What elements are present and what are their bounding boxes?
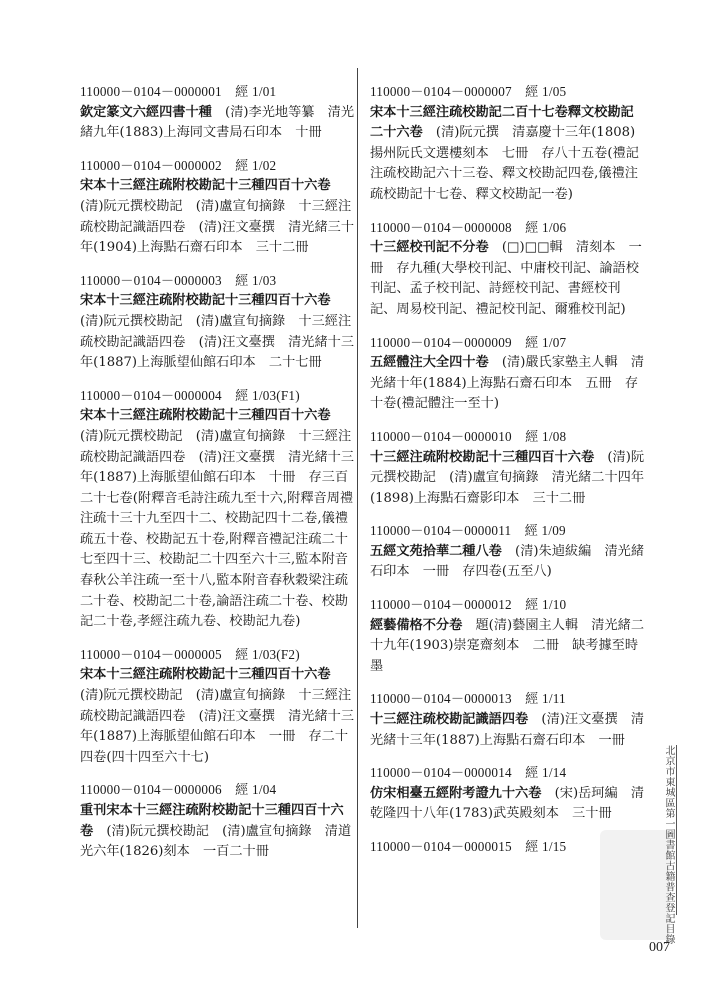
entry-text: (清)阮元撰校勘記 (清)盧宣旬摘錄 清道光六年(1826)刻本 一百二十冊 (80, 823, 352, 860)
entry-text: (清)朱逌紱編 清光緒石印本 一冊 存四卷(五至八) (370, 543, 645, 580)
entry-title: 宋本十三經注疏附校勘記十三種四百十六卷 (80, 178, 331, 194)
entry-title: 仿宋相臺五經附考證九十六卷 (370, 785, 542, 801)
entry-description (80, 406, 356, 633)
entry-description (370, 710, 646, 751)
entry-title: 十三經校刊記不分卷 (370, 240, 489, 256)
catalog-entry (370, 427, 646, 509)
catalog-entry (370, 521, 646, 583)
entry-description (80, 103, 356, 144)
entry-title: 五經文苑拾華二種八卷 (370, 543, 502, 559)
entry-description (370, 784, 646, 825)
entry-text: (清)李光地等纂 清光緒九年(1883)上海同文書局石印本 十冊 (80, 104, 355, 141)
entry-id: 110000－0104－0000006 經 1/04 (80, 782, 277, 798)
side-rule (676, 745, 677, 915)
catalog-entry (80, 156, 356, 259)
entry-title: 宋本十三經注疏附校勘記十三種四百十六卷 (80, 667, 331, 683)
entry-title: 十三經注疏校勘記識語四卷 (370, 712, 529, 728)
column-left (80, 82, 356, 875)
entry-description (370, 616, 646, 678)
entry-title: 重刊宋本十三經注疏附校勘記十三種四百十六卷 (80, 803, 344, 839)
entry-id: 110000－0104－0000001 經 1/01 (80, 84, 277, 99)
entry-title: 欽定篆文六經四書十種 (80, 104, 212, 120)
entry-id: 110000－0104－0000013 經 1/11 (370, 691, 566, 707)
entry-description (370, 238, 646, 320)
entry-id: 110000－0104－0000011 經 1/09 (370, 523, 566, 539)
catalog-entry (370, 218, 646, 321)
entry-id: 110000－0104－0000003 經 1/03 (80, 272, 277, 288)
entry-text: (清)阮元撰校勘記 (清)盧宣旬摘錄 十三經注疏校勘記識語四卷 (清)汪文臺撰 清光緒十三年(1887)上海脈望仙館石印本 二十七冊 (80, 293, 355, 371)
entry-id: 110000－0104－0000007 經 1/05 (370, 84, 567, 99)
entry-description (370, 103, 646, 206)
entry-text: (清)嚴氏家塾主人輯 清光緒十年(1884)上海點石齋石印本 五冊 存十卷(禮記體注一至十) (370, 355, 645, 412)
catalog-entry (80, 271, 356, 374)
catalog-entry (80, 645, 356, 769)
entry-text: (清)汪文臺撰 清光緒十三年(1887)上海點石齋石印本 一冊 (370, 712, 645, 748)
entry-id: 110000－0104－0000010 經 1/08 (370, 428, 567, 444)
entry-description (370, 353, 646, 415)
catalog-entry (370, 763, 646, 825)
entry-text: (清)阮元撰校勘記 (清)盧宣旬摘錄 十三經注疏校勘記識語四卷 (清)汪文臺撰 清光緒十三年(1887)上海脈望仙館石印本 十冊 存三百二十七卷(附釋音毛詩注疏九至十六,附釋音周禮注疏十三十九至四十二、校勘記四十二卷,儀禮疏五十卷、校勘記五十卷,附釋音禮記注疏二十七至四十三、校勘記二十四至六十三,監本附音春秋公羊注疏一至十八,監本附音春秋穀梁注疏二十卷、校勘記二十卷,論語注疏二十卷、校勘記二十卷,孝經注疏九卷、校勘記九卷) (80, 408, 355, 630)
entry-text: (清)阮元撰校勘記 (清)盧宣旬摘錄 十三經注疏校勘記識語四卷 (清)汪文臺撰 清光緒三十年(1904)上海點石齋石印本 三十二冊 (80, 178, 355, 256)
entry-title: 經藝備格不分卷 (370, 617, 463, 633)
page-number: 007 (649, 940, 670, 955)
catalog-entry (80, 780, 356, 862)
entry-id: 110000－0104－0000014 經 1/14 (370, 765, 567, 781)
entry-text: (宋)岳珂編 清乾隆四十八年(1783)武英殿刻本 三十冊 (370, 785, 645, 822)
entry-title: 宋本十三經注疏附校勘記十三種四百十六卷 (80, 408, 331, 424)
entry-id: 110000－0104－0000015 經 1/15 (370, 839, 567, 854)
entry-title: 宋本十三經注疏附校勘記十三種四百十六卷 (80, 293, 331, 309)
column-right (370, 82, 646, 870)
entry-description (370, 448, 646, 510)
entry-description (80, 176, 356, 258)
entry-text: 題(清)藝園主人輯 清光緒二十九年(1903)崇寔齋刻本 二冊 缺考據至時墨 (370, 617, 645, 674)
side-title: 北京市東城區第一圖書館古籍普查登記目錄 (663, 745, 674, 945)
entry-id: 110000－0104－0000008 經 1/06 (370, 219, 567, 235)
entry-text: (清)阮元撰校勘記 (清)盧宣旬摘錄 十三經注疏校勘記識語四卷 (清)汪文臺撰 清光緒十三年(1887)上海脈望仙館石印本 一冊 存二十四卷(四十四至六十七) (80, 667, 355, 765)
entry-description (80, 665, 356, 768)
entry-id: 110000－0104－0000004 經 1/03(F1) (80, 387, 300, 403)
catalog-entry (370, 333, 646, 415)
entry-title: 宋本十三經注疏校勘記二百十七卷釋文校勘記二十六卷 (370, 104, 634, 141)
catalog-entry (370, 595, 646, 677)
entry-title: 十三經注疏附校勘記十三種四百十六卷 (370, 449, 595, 465)
entry-description (80, 801, 356, 863)
entry-id: 110000－0104－0000012 經 1/10 (370, 597, 567, 613)
catalog-entry (80, 386, 356, 633)
entry-text: (清)阮元撰 清嘉慶十三年(1808)揚州阮氏文選樓刻本 七冊 存八十五卷(禮記注疏校勘記六十三卷、釋文校勘記四卷,儀禮注疏校勘記十七卷、釋文校勘記一卷) (370, 125, 639, 202)
catalog-entry (370, 689, 646, 751)
column-divider (357, 68, 358, 928)
entry-description (370, 542, 646, 583)
entry-id: 110000－0104－0000002 經 1/02 (80, 157, 277, 173)
catalog-entry (80, 82, 356, 144)
entry-id: 110000－0104－0000005 經 1/03(F2) (80, 646, 300, 662)
entry-text: (□)□□輯 清刻本 一冊 存九種(大學校刊記、中庸校刊記、論語校刊記、孟子校刊記、詩經校刊記、書經校刊記、周易校刊記、禮記校刊記、爾雅校刊記) (370, 240, 642, 317)
catalog-entry (370, 82, 646, 206)
entry-id: 110000－0104－0000009 經 1/07 (370, 334, 567, 350)
entry-text: (清)阮元撰校勘記 (清)盧宣旬摘錄 清光緒二十四年(1898)上海點石齋影印本 三十二冊 (370, 449, 645, 506)
entry-title: 五經體注大全四十卷 (370, 355, 489, 371)
entry-description (80, 291, 356, 373)
